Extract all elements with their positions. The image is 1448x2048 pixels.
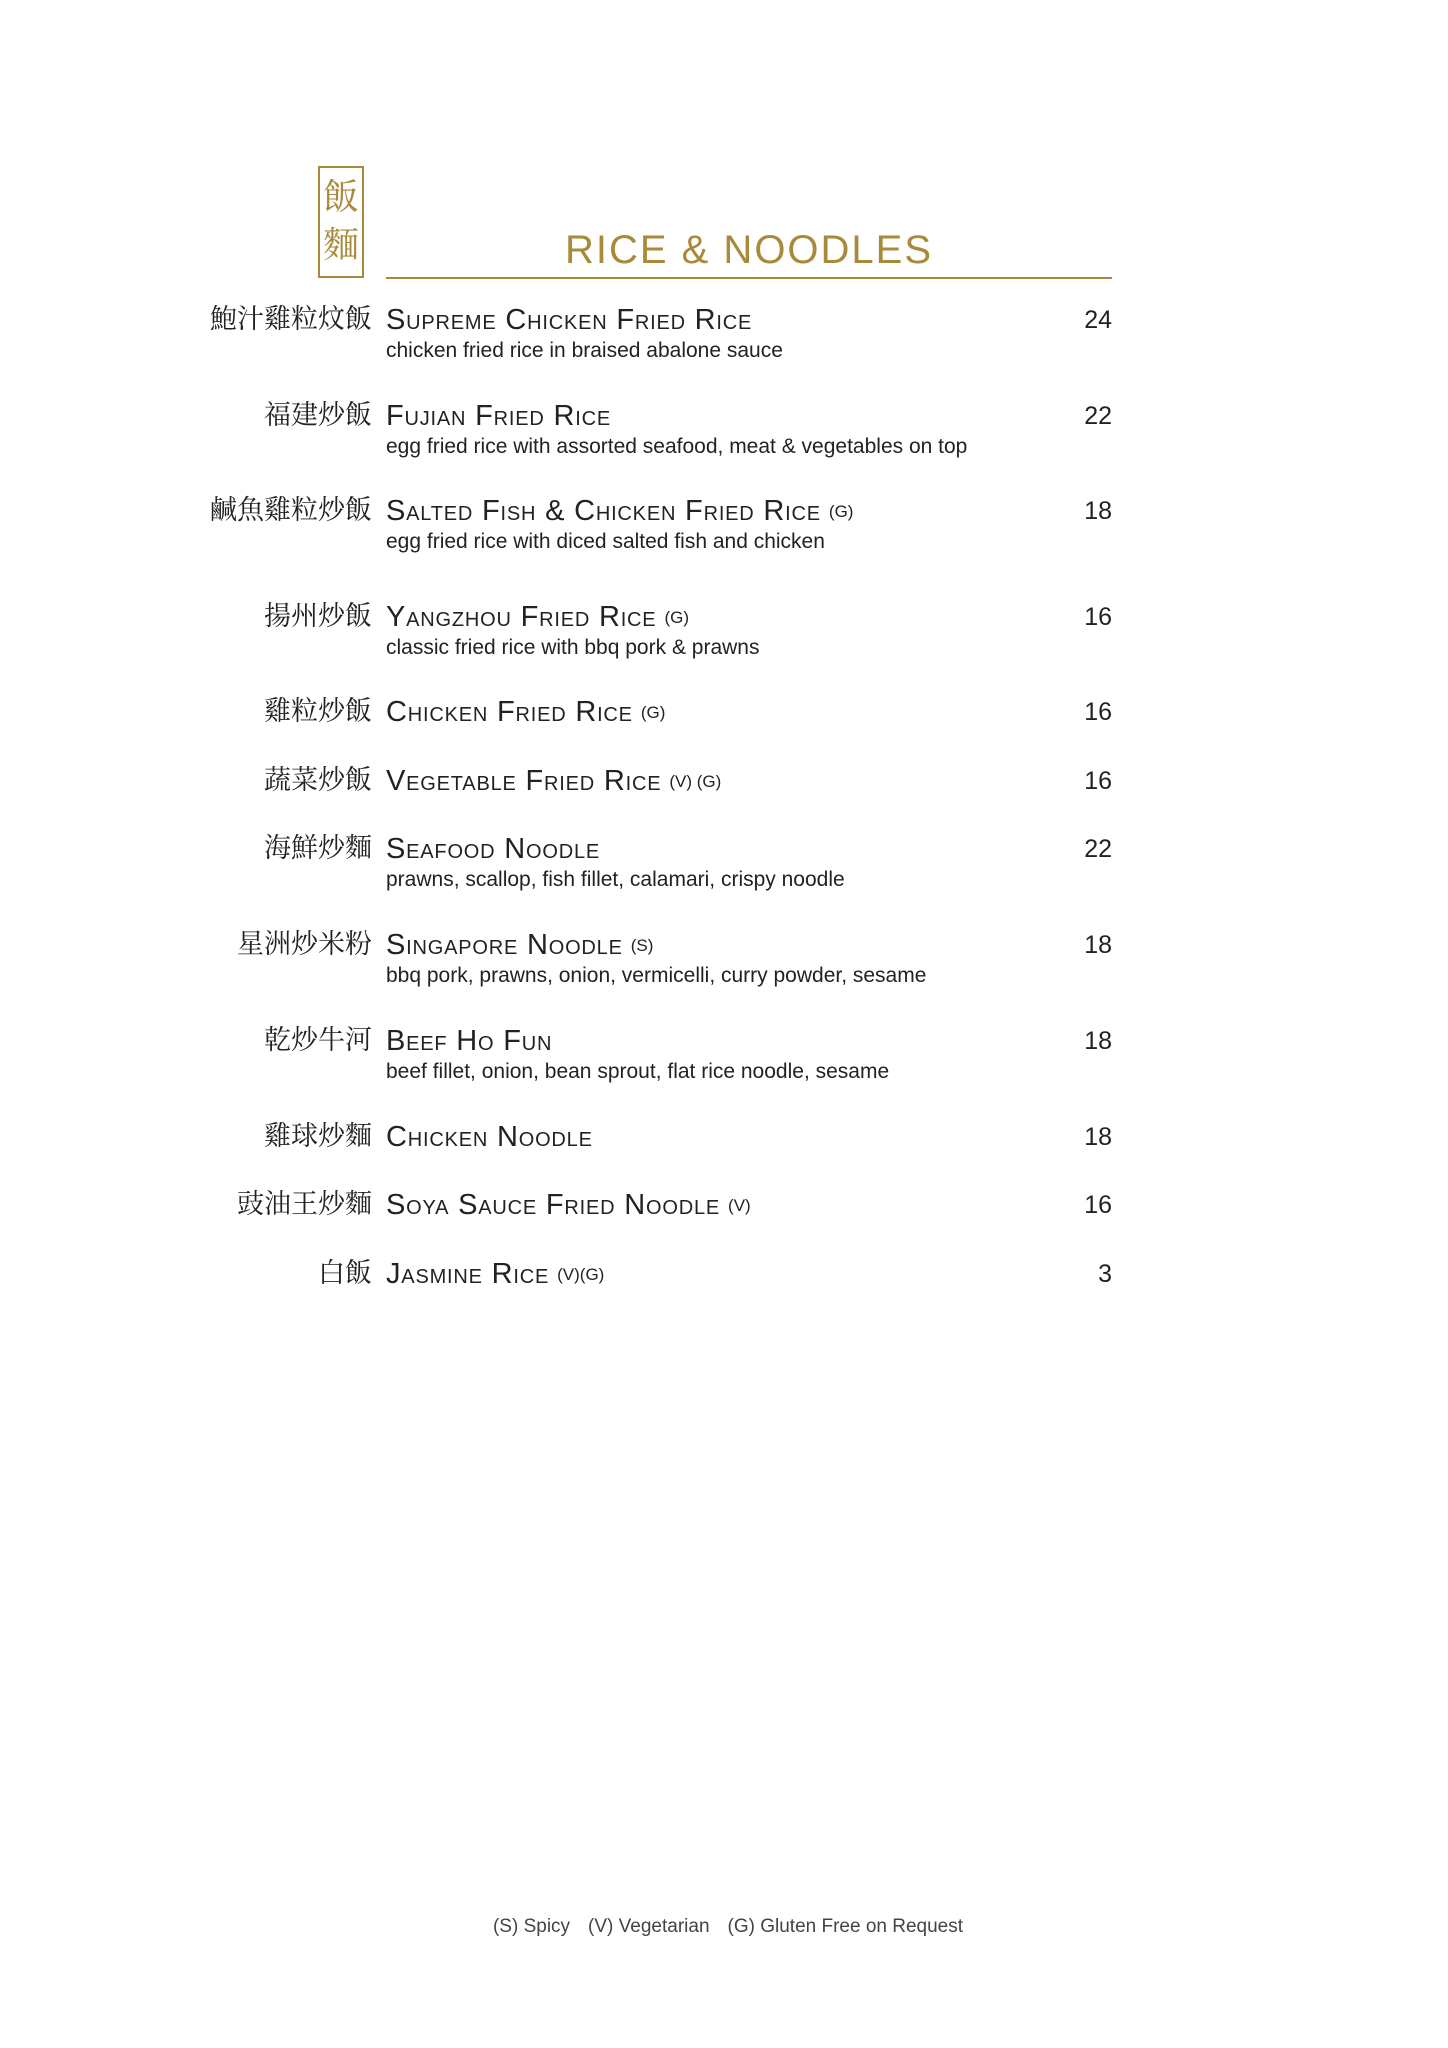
menu-item-name	[386, 696, 665, 729]
legend-spicy: (S) Spicy	[492, 1916, 571, 1937]
seal-char-noodle: 麵	[322, 225, 359, 266]
menu-item-price: 22	[1084, 402, 1112, 430]
menu-item-description: chicken fried rice in braised abalone sauce	[386, 339, 783, 362]
menu-item-dietary-tags: (G)	[828, 502, 854, 521]
menu-item-price: 22	[1084, 835, 1112, 863]
menu-item-name-text: Salted Fish & Chicken Fried Rice	[386, 495, 821, 527]
menu-item-description: egg fried rice with assorted seafood, meat & vegetables on top	[386, 435, 968, 458]
menu-item-chinese-name: 雞粒炒飯	[264, 696, 372, 727]
menu-item-chinese-name: 鹹魚雞粒炒飯	[210, 495, 372, 526]
menu-item-chinese-name: 福建炒飯	[264, 400, 372, 431]
menu-item-name	[386, 929, 653, 962]
menu-item-dietary-tags: (V)	[728, 1196, 751, 1215]
menu-item-price: 16	[1084, 767, 1112, 795]
menu-item-description: bbq pork, prawns, onion, vermicelli, curry powder, sesame	[386, 964, 927, 987]
menu-item-name-text: Chicken Fried Rice	[386, 696, 633, 728]
legend-gluten-free: (G) Gluten Free on Request	[727, 1916, 964, 1937]
menu-item-dietary-tags: (S)	[630, 936, 654, 955]
menu-item-description: egg fried rice with diced salted fish and chicken	[386, 530, 825, 553]
menu-item-price: 18	[1084, 1027, 1112, 1055]
menu-item-chinese-name: 豉油王炒麵	[237, 1189, 372, 1220]
menu-item-price: 16	[1084, 698, 1112, 726]
menu-item-name	[386, 1025, 560, 1058]
menu-item-price: 16	[1084, 603, 1112, 631]
section-seal	[318, 166, 364, 278]
menu-item-chinese-name: 星洲炒米粉	[237, 929, 372, 960]
menu-item-chinese-name: 白飯	[318, 1258, 372, 1289]
menu-item-description: classic fried rice with bbq pork & prawns	[386, 636, 760, 659]
menu-item-name	[386, 833, 608, 866]
menu-item-name-text: Singapore Noodle	[386, 929, 623, 961]
menu-item-name	[386, 1189, 751, 1222]
menu-item-chinese-name: 雞球炒麵	[264, 1121, 372, 1152]
menu-item-name-text: Chicken Noodle	[386, 1121, 593, 1153]
menu-item-name	[386, 601, 689, 634]
menu-item-chinese-name: 揚州炒飯	[264, 601, 372, 632]
menu-item-chinese-name: 鮑汁雞粒炆飯	[210, 304, 372, 335]
legend-vegetarian: (V) Vegetarian	[588, 1916, 710, 1937]
menu-item-price: 16	[1084, 1191, 1112, 1219]
menu-item-dietary-tags: (G)	[640, 703, 666, 722]
menu-item-dietary-tags: (G)	[664, 608, 689, 627]
menu-item-name	[386, 1121, 601, 1154]
menu-item-name-text: Fujian Fried Rice	[386, 400, 611, 432]
title-divider	[386, 277, 1112, 279]
menu-item-name-text: Jasmine Rice	[386, 1258, 550, 1290]
menu-item-dietary-tags: (V)(G)	[557, 1265, 605, 1284]
menu-item-name-text: Supreme Chicken Fried Rice	[386, 304, 753, 336]
menu-item-price: 18	[1084, 1123, 1112, 1151]
dietary-legend	[0, 1916, 1448, 1938]
menu-item-chinese-name: 海鮮炒麵	[264, 833, 372, 864]
menu-item-name	[386, 304, 760, 337]
menu-item-chinese-name: 蔬菜炒飯	[264, 765, 372, 796]
menu-item-price: 24	[1084, 306, 1112, 334]
menu-item-chinese-name: 乾炒牛河	[264, 1025, 372, 1056]
seal-char-rice: 飯	[322, 177, 359, 218]
menu-item-name	[386, 1258, 604, 1291]
menu-item-price: 3	[1098, 1260, 1112, 1288]
menu-item-name	[386, 400, 619, 433]
menu-item-dietary-tags: (V) (G)	[669, 772, 722, 791]
menu-item-description: prawns, scallop, fish fillet, calamari, crispy noodle	[386, 868, 845, 891]
menu-item-name-text: Vegetable Fried Rice	[386, 765, 662, 797]
menu-item-description: beef fillet, onion, bean sprout, flat rice noodle, sesame	[386, 1060, 890, 1083]
menu-item-name-text: Yangzhou Fried Rice	[386, 601, 657, 633]
menu-item-name-text: Soya Sauce Fried Noodle	[386, 1189, 721, 1221]
menu-item-name	[386, 765, 721, 798]
menu-item-name-text: Beef Ho Fun	[386, 1025, 553, 1057]
menu-item-name-text: Seafood Noodle	[386, 833, 601, 865]
menu-item-price: 18	[1084, 497, 1112, 525]
menu-item-price: 18	[1084, 931, 1112, 959]
menu-item-name	[386, 495, 853, 528]
section-title: RICE & NOODLES	[564, 228, 934, 272]
